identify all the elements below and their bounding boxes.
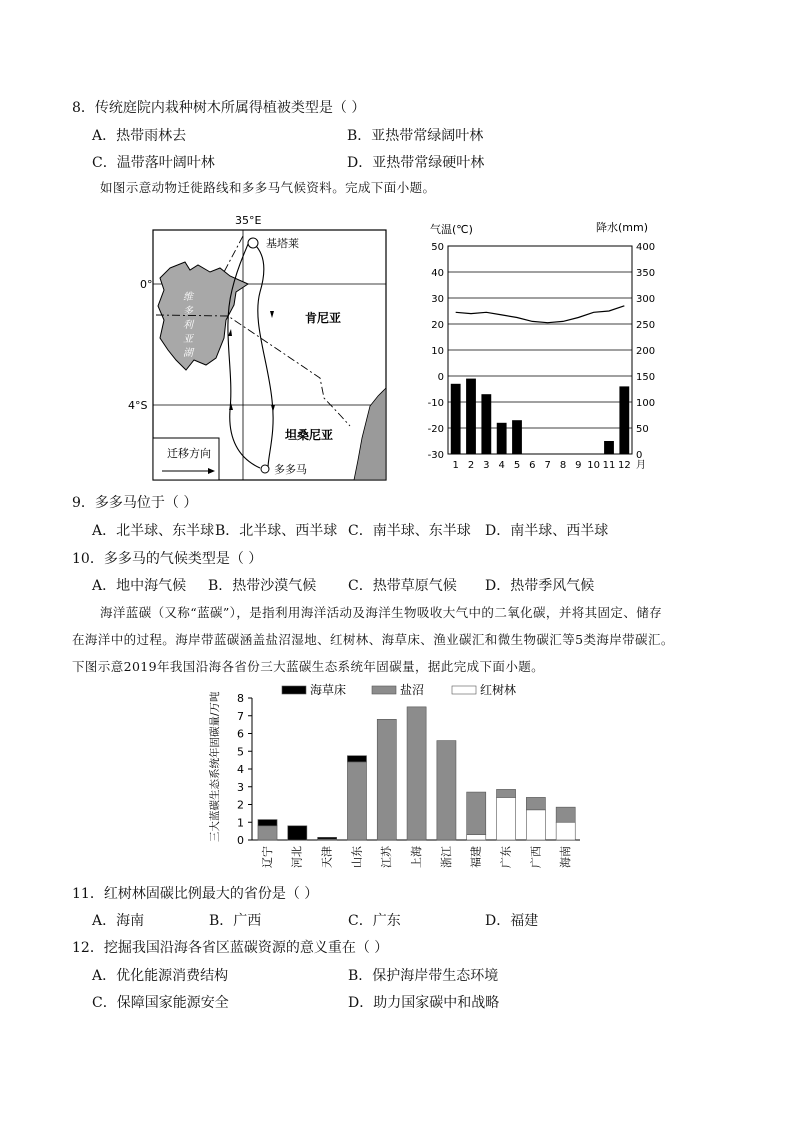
precip-bar — [481, 394, 491, 454]
bc-ytick-label: 2 — [237, 798, 244, 812]
month-tick-label: 6 — [529, 460, 536, 471]
bc-category-label: 山东 — [350, 846, 364, 868]
bc-category-label: 天津 — [320, 846, 334, 868]
temperature-curve — [456, 306, 625, 323]
bc-ylabel: 三大蓝碳生态系统年固碳量/万吨 — [209, 691, 221, 842]
bc-bar-segment — [497, 789, 516, 797]
bc-category-label: 广东 — [499, 846, 513, 868]
precip-tick-label: 200 — [636, 346, 656, 357]
bc-bar-segment — [318, 837, 337, 839]
temp-tick-label: -20 — [427, 424, 444, 435]
q9-option-b: B．北半球、西半球 — [215, 523, 338, 539]
bc-bar-segment — [556, 807, 575, 822]
bc-category-label: 江苏 — [380, 846, 394, 868]
temp-tick-label: -10 — [427, 398, 444, 409]
precip-tick-label: 0 — [636, 450, 643, 461]
bc-ytick-label: 1 — [237, 816, 244, 830]
bc-bar-segment — [467, 792, 486, 835]
bc-bar-segment — [377, 719, 396, 840]
q8-stem: 8．传统庭院内栽种树木所属得植被类型是（ ） — [72, 100, 366, 116]
month-tick-label: 9 — [575, 460, 582, 471]
month-tick-label: 11 — [602, 460, 616, 471]
lake-label-4: 亚 — [183, 334, 193, 345]
bc-category-label: 河北 — [290, 846, 304, 868]
bc-bar-segment — [347, 756, 366, 762]
q11-option-b: B．广西 — [209, 913, 262, 929]
lake-label-5: 湖 — [183, 348, 193, 359]
bc-bar-segment — [347, 762, 366, 840]
bc-bar-segment — [437, 741, 456, 840]
q8-option-c: C．温带落叶阔叶林 — [92, 155, 215, 171]
bc-ytick-label: 6 — [237, 727, 244, 741]
q9-stem: 9．多多马位于（ ） — [72, 495, 198, 511]
q12-option-c: C．保障国家能源安全 — [92, 995, 229, 1011]
q11-option-a: A．海南 — [92, 913, 145, 929]
q12-option-b: B．保护海岸带生态环境 — [348, 968, 499, 984]
intro-bluecarbon-line3: 下图示意2019年我国沿海各省份三大蓝碳生态系统年固碳量，据此完成下面小题。 — [72, 659, 545, 674]
tanzania-label: 坦桑尼亚 — [285, 428, 334, 442]
month-unit-label: 月 — [636, 460, 646, 471]
bc-legend-label: 红树林 — [480, 683, 517, 697]
temp-axis-label: 气温(℃) — [430, 223, 473, 236]
intro-bluecarbon-line2: 在海洋中的过程。海岸带蓝碳涵盖盐沼湿地、红树林、海草床、渔业碳汇和微生物碳汇等5类海岸带碳汇。 — [72, 632, 674, 647]
temp-tick-label: 10 — [431, 346, 444, 357]
kitale-label: 基塔莱 — [266, 237, 299, 250]
q11-option-c: C．广东 — [348, 913, 401, 929]
bc-legend-swatch — [452, 686, 476, 694]
dodoma-marker — [261, 465, 269, 473]
q11-option-d: D．福建 — [485, 913, 539, 929]
bc-category-label: 辽宁 — [260, 846, 274, 868]
month-tick-label: 3 — [483, 460, 490, 471]
q10-option-b: B．热带沙漠气候 — [208, 578, 317, 594]
month-tick-label: 1 — [452, 460, 459, 471]
precip-tick-label: 350 — [636, 268, 656, 279]
bc-bar-segment — [288, 826, 307, 840]
bc-legend-label: 盐沼 — [400, 683, 425, 697]
lake-label-2: 多 — [183, 306, 193, 317]
bc-ytick-label: 4 — [237, 763, 244, 776]
q11-stem: 11．红树林固碳比例最大的省份是（ ） — [72, 886, 319, 902]
q10-option-d: D．热带季风气候 — [485, 578, 595, 594]
precip-bar — [466, 379, 476, 454]
map-legend-label: 迁移方向 — [167, 447, 211, 460]
lat0-label: 0° — [140, 278, 153, 291]
q8-option-d: D．亚热带常绿硬叶林 — [347, 155, 485, 171]
temp-tick-label: 40 — [431, 268, 444, 279]
precip-tick-label: 50 — [636, 424, 649, 435]
temp-tick-label: 50 — [431, 242, 444, 253]
migration-map — [128, 210, 402, 482]
temp-tick-label: -30 — [427, 450, 444, 461]
bc-category-label: 福建 — [469, 846, 483, 868]
bc-ytick-label: 0 — [237, 834, 244, 847]
bc-legend-swatch — [372, 686, 396, 694]
q10-stem: 10．多多马的气候类型是（ ） — [72, 551, 263, 567]
intro-bluecarbon-line1: 海洋蓝碳（又称“蓝碳”），是指利用海洋活动及海洋生物吸收大气中的二氧化碳，并将其固定、储存 — [100, 605, 663, 620]
precip-tick-label: 250 — [636, 320, 656, 331]
q12-stem: 12．挖掘我国沿海各省区蓝碳资源的意义重在（ ） — [72, 940, 389, 956]
month-tick-label: 8 — [559, 460, 567, 471]
bc-legend-swatch — [282, 686, 306, 694]
bc-bar-segment — [526, 810, 545, 840]
lat4-label: 4°S — [128, 399, 148, 412]
q8-option-a: A．热带雨林去 — [92, 128, 187, 144]
q9-option-c: C．南半球、东半球 — [348, 523, 471, 539]
q9-option-a: A．北半球、东半球 — [92, 523, 215, 539]
dodoma-label: 多多马 — [274, 463, 307, 476]
bc-bar-segment — [497, 797, 516, 840]
bc-category-label: 海南 — [559, 846, 573, 868]
bc-bar-segment — [526, 797, 545, 809]
kitale-marker — [248, 238, 258, 248]
bc-legend-label: 海草床 — [310, 683, 347, 697]
bc-ytick-label: 3 — [237, 780, 244, 794]
bluecarbon-chart — [200, 678, 600, 883]
bc-bar-segment — [467, 835, 486, 840]
precip-axis-label: 降水(mm) — [596, 221, 649, 234]
bc-bar-segment — [407, 707, 426, 840]
precip-bar — [604, 441, 614, 454]
q12-option-d: D．助力国家碳中和战略 — [348, 995, 500, 1011]
intro-migration: 如图示意动物迁徙路线和多多马气候资料。完成下面小题。 — [100, 180, 436, 195]
q10-option-a: A．地中海气候 — [92, 578, 187, 594]
month-tick-label: 5 — [513, 460, 521, 471]
bc-category-label: 浙江 — [439, 846, 453, 868]
lake-label-3: 利 — [183, 320, 193, 331]
bc-category-label: 上海 — [410, 846, 423, 868]
q9-option-d: D．南半球、西半球 — [485, 523, 609, 539]
kenya-label: 肯尼亚 — [305, 311, 342, 325]
month-tick-label: 4 — [498, 460, 505, 471]
lon-label: 35°E — [235, 214, 262, 227]
temp-tick-label: 0 — [437, 372, 444, 383]
precip-tick-label: 100 — [636, 398, 656, 409]
lake-label-1: 维 — [183, 292, 193, 303]
q8-option-b: B．亚热带常绿阔叶林 — [347, 128, 484, 144]
bc-bar-segment — [258, 820, 277, 826]
bc-ytick-label: 8 — [237, 692, 244, 705]
precip-bar — [512, 420, 522, 454]
precip-bar — [497, 423, 507, 454]
temp-tick-label: 30 — [431, 294, 444, 305]
precip-bar — [619, 386, 629, 454]
climate-chart — [420, 218, 670, 480]
month-tick-label: 7 — [544, 460, 551, 471]
month-tick-label: 12 — [617, 460, 631, 471]
month-tick-label: 2 — [467, 460, 475, 471]
bc-category-label: 广西 — [529, 846, 543, 868]
temp-tick-label: 20 — [431, 320, 444, 331]
q10-option-c: C．热带草原气候 — [348, 578, 457, 594]
bc-ytick-label: 7 — [237, 709, 244, 723]
precip-bar — [451, 384, 461, 454]
bc-bar-segment — [258, 826, 277, 840]
q12-option-a: A．优化能源消费结构 — [92, 968, 229, 984]
precip-tick-label: 300 — [636, 294, 656, 305]
month-tick-label: 10 — [587, 460, 601, 471]
precip-tick-label: 150 — [636, 372, 656, 383]
bc-ytick-label: 5 — [237, 745, 244, 759]
bc-bar-segment — [556, 822, 575, 840]
precip-tick-label: 400 — [636, 242, 656, 253]
